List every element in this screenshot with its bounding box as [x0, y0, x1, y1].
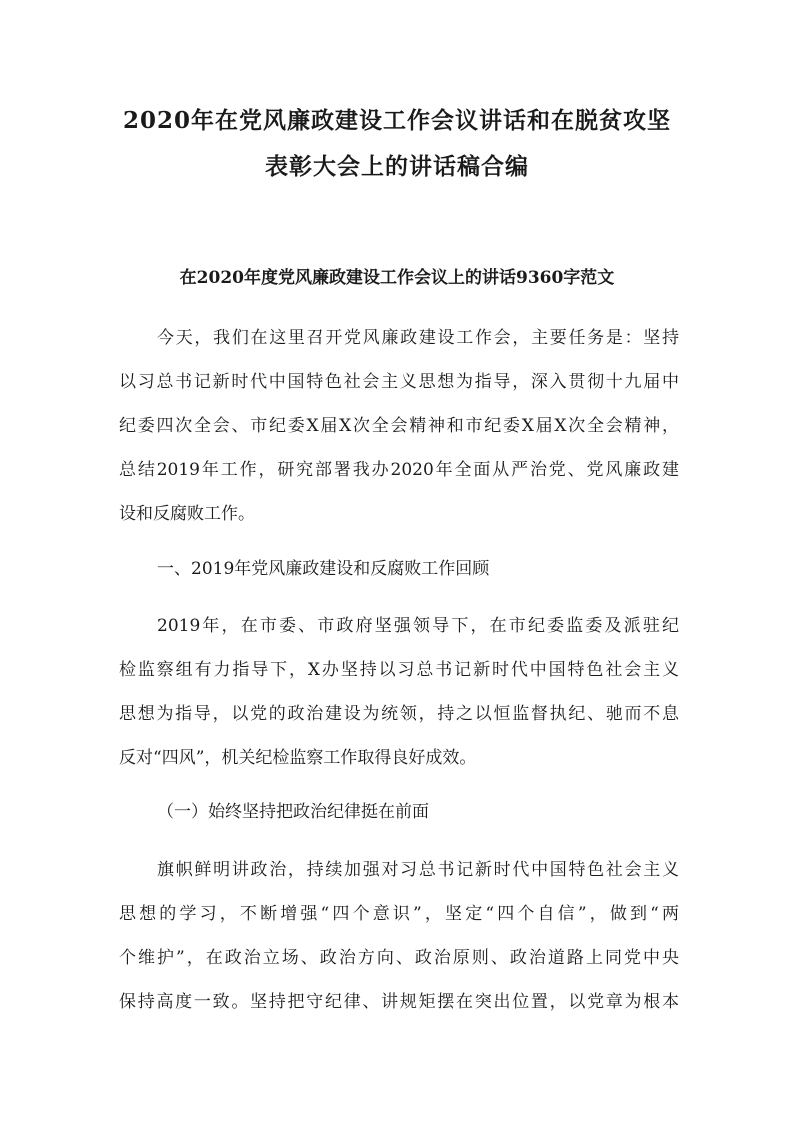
document-title-line-1: 2020年在党风廉政建设工作会议讲话和在脱贫攻坚: [122, 107, 671, 134]
paragraph-1-line: 纪委四次全会、市纪委X届X次全会精神和市纪委X届X次全会精神，: [119, 416, 679, 436]
document-title-line-2: 表彰大会上的讲话稿合编: [265, 153, 529, 180]
paragraph-2-line: 2019年，在市委、市政府坚强领导下，在市纪委监委及派驻纪: [157, 616, 679, 636]
paragraph-1-line: 设和反腐败工作。: [119, 504, 255, 524]
paragraph-3-line: 思想的学习，不断增强“四个意识”，坚定“四个自信”，做到“两: [119, 904, 679, 924]
paragraph-1-line: 以习总书记新时代中国特色社会主义思想为指导，深入贯彻十九届中: [119, 372, 679, 392]
paragraph-3-line: 个维护”，在政治立场、政治方向、政治原则、政治道路上同党中央: [119, 948, 679, 968]
paragraph-2-line: 反对“四风”，机关纪检监察工作取得良好成效。: [119, 748, 477, 768]
subheading-political-discipline: （一）始终坚持把政治纪律挺在前面: [157, 802, 429, 822]
paragraph-1-line: 今天，我们在这里召开党风廉政建设工作会，主要任务是：坚持: [157, 328, 679, 348]
paragraph-1-line: 总结2019年工作，研究部署我办2020年全面从严治党、党风廉政建: [119, 460, 679, 480]
section-heading: 在2020年度党风廉政建设工作会议上的讲话9360字范文: [179, 268, 615, 288]
paragraph-3-line: 旗帜鲜明讲政治，持续加强对习总书记新时代中国特色社会主义: [157, 860, 679, 880]
paragraph-2-line: 检监察组有力指导下，X办坚持以习总书记新时代中国特色社会主义: [119, 660, 679, 680]
paragraph-3-line: 保持高度一致。坚持把守纪律、讲规矩摆在突出位置，以党章为根本: [119, 992, 679, 1012]
paragraph-2-line: 思想为指导，以党的政治建设为统领，持之以恒监督执纪、驰而不息: [119, 704, 679, 724]
subheading-review: 一、2019年党风廉政建设和反腐败工作回顾: [157, 559, 490, 579]
